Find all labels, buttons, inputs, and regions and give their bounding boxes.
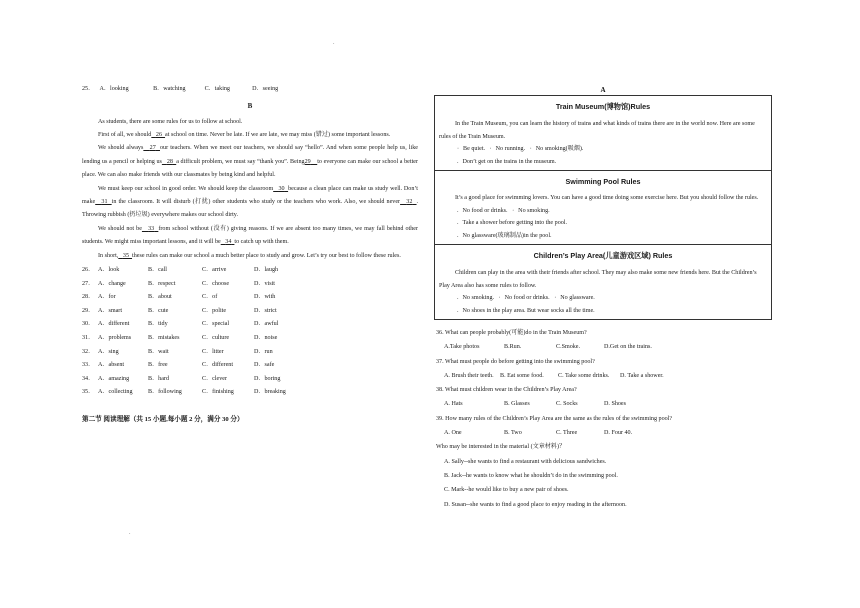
pool-rules-line-2: . Take a shower before getting into the pool.: [457, 220, 568, 226]
option-c: C. Socks: [556, 401, 578, 408]
paragraph-1: [82, 129, 418, 142]
text: We should always: [98, 145, 144, 152]
rules-box: [434, 95, 772, 320]
paragraph-3: [82, 183, 418, 223]
blank-28: 28: [166, 158, 173, 165]
option-b: B．hard: [148, 375, 169, 382]
text: from school without (没有) giving reasons. If we are absent too many times, we may fall behind other students. We might miss important lessons, and it will be: [82, 225, 418, 246]
blank-31: 31: [101, 199, 108, 206]
option-b: B．respect: [148, 280, 176, 287]
blank-26: 26: [155, 132, 162, 138]
option-b: B. Two: [504, 430, 522, 437]
question-40-options: [436, 455, 772, 512]
option-c: C.Smoke.: [556, 344, 581, 351]
option-a: A．amazing: [98, 375, 130, 382]
cloze-option-row: [82, 335, 418, 349]
cloze-option-row: [82, 321, 418, 335]
pool-rules-line-1: . No food or drinks. · No smoking.: [457, 207, 550, 214]
option-a: A．for: [98, 294, 116, 301]
option-c: C．finishing: [202, 389, 234, 396]
option-c: C．litter: [202, 348, 224, 355]
play-area-title: Children’s Play Area(儿童游戏区域) Rules: [533, 251, 673, 260]
reading-questions: [434, 326, 772, 440]
option-num: 32．: [82, 348, 95, 355]
cloze-options-list: [82, 267, 418, 403]
train-museum-title: Train Museum(博物馆)Rules: [555, 102, 651, 111]
question-options: [436, 397, 772, 411]
option-d: D．safe: [254, 362, 275, 369]
blank-32: 32: [406, 199, 413, 206]
cloze-option-row: [82, 281, 418, 295]
cloze-option-row: [82, 349, 418, 363]
option-c: C．different: [202, 362, 234, 369]
cloze-option-row: [82, 267, 418, 281]
option-num: 34．: [82, 375, 95, 382]
option-c: C．choose: [202, 280, 230, 287]
option-num: 31．: [82, 335, 95, 342]
blank-35: 35: [122, 252, 129, 259]
question-options: [436, 340, 772, 354]
question-text: 37. What must people do before getting into the swimming pool?: [436, 358, 595, 365]
option-c: C．clever: [202, 375, 228, 382]
option-b: B．about: [148, 294, 172, 301]
option-a: A．collecting: [98, 389, 133, 396]
option-d: D．seeing: [252, 86, 279, 92]
option-c: C．taking: [204, 86, 230, 92]
text: First of all, we should: [98, 132, 152, 138]
blank-34: 34: [225, 239, 232, 246]
section-a-label: A: [600, 86, 606, 94]
option-b: B.Run.: [504, 344, 522, 351]
top-dot: .: [333, 40, 335, 46]
option-b: B．mistakes: [148, 335, 180, 342]
option-a: A. Brush their teeth.: [444, 372, 494, 379]
option-c: C．of: [202, 294, 218, 301]
option-a: A.Take photos: [444, 344, 480, 351]
option-d: D．strict: [254, 307, 277, 314]
blank-30: 30: [278, 185, 285, 192]
option-b: B．free: [148, 362, 168, 369]
cloze-option-row: [82, 389, 418, 403]
text: our teachers. When we meet our teachers, we should say “hello”. And when some people help us, like lending us a pencil or helping us: [82, 145, 418, 165]
swimming-pool-section: [435, 171, 771, 245]
option-c: C．special: [202, 321, 230, 328]
question-40-text: Who may be interested in the material (文章材料)？: [436, 444, 566, 451]
option-a: A．smart: [98, 307, 123, 314]
option-num: 33．: [82, 362, 95, 369]
paragraph-2: [82, 142, 418, 182]
text: to catch up with them.: [234, 239, 289, 246]
option-a: A．look: [98, 267, 120, 274]
text: In short,: [98, 252, 119, 259]
text: these rules can make our school a much better place to study and grow. Let’s try our best to follow these rules.: [132, 252, 401, 259]
blank-29: 29: [304, 158, 311, 165]
text: at school on time. Never be late. If we are late, we may miss (错过) some important lessons.: [165, 132, 391, 138]
question-options: [436, 426, 772, 440]
question-40: [434, 440, 772, 511]
play-rules-line-2: . No shoes in the play area. But wear socks all the time.: [457, 307, 595, 314]
option-a: A．looking: [99, 86, 129, 92]
option-b: B．call: [148, 267, 167, 274]
blank-27: 27: [149, 145, 156, 152]
play-rules-line-1: . No smoking. · No food or drinks. · No glassware.: [457, 295, 595, 301]
option-b: B．tidy: [148, 321, 168, 328]
cloze-option-row: [82, 376, 418, 390]
option-d: D．noise: [254, 335, 278, 342]
option-d: D. Four 40.: [604, 430, 633, 437]
option-num: 29．: [82, 307, 95, 314]
option-b: B．cute: [148, 307, 169, 314]
question-text: 38. What must children wear in the Children’s Play Area?: [436, 387, 577, 394]
option-d: D．laugh: [254, 267, 279, 274]
option-d: D．visit: [254, 280, 275, 287]
right-column: [434, 86, 772, 512]
option-c: C．polite: [202, 307, 227, 314]
option-num: 25．: [82, 86, 95, 92]
play-area-text: Children can play in the area with their friends after school. They may also make some new friends here. But the Children’s Play Area also has some rules to follow.: [439, 270, 757, 289]
option-a: A. Sally--she wants to find a restaurant with delicious sandwiches.: [444, 458, 607, 465]
option-d: D．with: [254, 294, 276, 301]
cloze-option-row: [82, 362, 418, 376]
text: because a clean place can make us study well. Don’t make: [82, 185, 418, 206]
question-text: 36. What can people probably(可能)do in the Train Museum?: [436, 330, 587, 336]
option-a: A．change: [98, 280, 126, 287]
option-num: 26．: [82, 267, 95, 274]
option-b: B．watching: [153, 86, 186, 92]
option-b: B. Glasses: [504, 401, 530, 408]
swimming-pool-text: It’s a good place for swimming lovers. You can have a good time doing some exercise here. But you should follow the rules.: [455, 195, 759, 201]
option-num: 27．: [82, 280, 95, 287]
option-d: D．run: [254, 348, 273, 355]
text: We should not be: [98, 225, 142, 232]
bottom-dot: .: [129, 530, 131, 536]
left-column: [82, 86, 418, 424]
option-c: C. Mark--he would like to buy a new pair of shoes.: [444, 487, 569, 494]
section-2-title: 第二节 阅读理解（共 15 小题,每小题 2 分，满分 30 分）: [82, 416, 244, 423]
question-text: 39. How many rules of the Children’s Play Area are the same as the rules of the swimming pool?: [436, 415, 673, 422]
text: in the classroom. It will disturb (打扰) other students who study or the teachers who work. Also, we should never: [111, 199, 401, 206]
play-area-section: [435, 245, 771, 320]
option-d: D.Get on the trains.: [604, 344, 652, 351]
text: a difficult problem, we must say “thank you”. Being: [176, 158, 305, 165]
option-b: B．wait: [148, 348, 169, 355]
option-c: C. Three: [556, 430, 578, 437]
train-rules-line-2: . Don’t get on the trains in the museum.: [457, 158, 557, 165]
blank-33: 33: [148, 225, 155, 232]
option-num: 35．: [82, 389, 95, 396]
option-c: C．arrive: [202, 267, 227, 274]
cloze-option-row: [82, 308, 418, 322]
option-d: D. Take a shower.: [620, 372, 664, 379]
option-d: D. Shoes: [604, 401, 627, 408]
option-b: B．following: [148, 389, 182, 396]
option-a: A．problems: [98, 335, 132, 342]
option-d: D．awful: [254, 321, 279, 328]
text: We must keep our school in good order. We should keep the classroom: [98, 185, 274, 192]
paragraph-5: [82, 250, 418, 263]
question-25-options: [82, 86, 418, 100]
option-a: A．different: [98, 321, 130, 328]
text: to everyone can make our school a better place. We can also make friends with our classmates by being kind and helpful.: [82, 158, 419, 179]
swimming-pool-title: Swimming Pool Rules: [565, 177, 641, 186]
pool-rules-line-3: . No glassware(玻璃制品)in the pool.: [457, 232, 552, 239]
option-a: A. One: [444, 430, 462, 437]
section-b-label: B: [247, 101, 253, 110]
option-a: A. Hats: [444, 401, 463, 408]
option-a: A．absent: [98, 362, 125, 369]
option-c: C．culture: [202, 335, 230, 342]
option-d: D．boring: [254, 375, 281, 382]
option-b: B. Jack--he wants to know what he shouldn’t do in the swimming pool.: [444, 472, 618, 479]
option-a: A．sing: [98, 348, 119, 355]
intro-text: As students, there are some rules for us to follow at school.: [98, 118, 243, 125]
text: . Throwing rubbish (扔垃圾) everywhere makes our school dirty.: [82, 199, 419, 219]
train-museum-text: In the Train Museum, you can learn the history of trains and what kinds of trains there are in the world now. Here are some rules of the Train Museum.: [439, 121, 755, 140]
train-rules-line-1: · Be quiet. · No running. · No smoking(吸烟).: [457, 146, 584, 152]
paragraph-4: [82, 223, 418, 250]
option-num: 28．: [82, 294, 95, 301]
option-c: C. Take some drinks.: [558, 372, 610, 379]
cloze-option-row: [82, 294, 418, 308]
option-d: D. Susan--she wants to find a good place to enjoy reading in the afternoon.: [444, 501, 627, 508]
option-b: B. Eat some food.: [500, 372, 544, 379]
option-num: 30．: [82, 321, 95, 328]
train-museum-section: [435, 96, 771, 171]
option-d: D．breaking: [254, 389, 286, 396]
question-options: [436, 369, 772, 383]
